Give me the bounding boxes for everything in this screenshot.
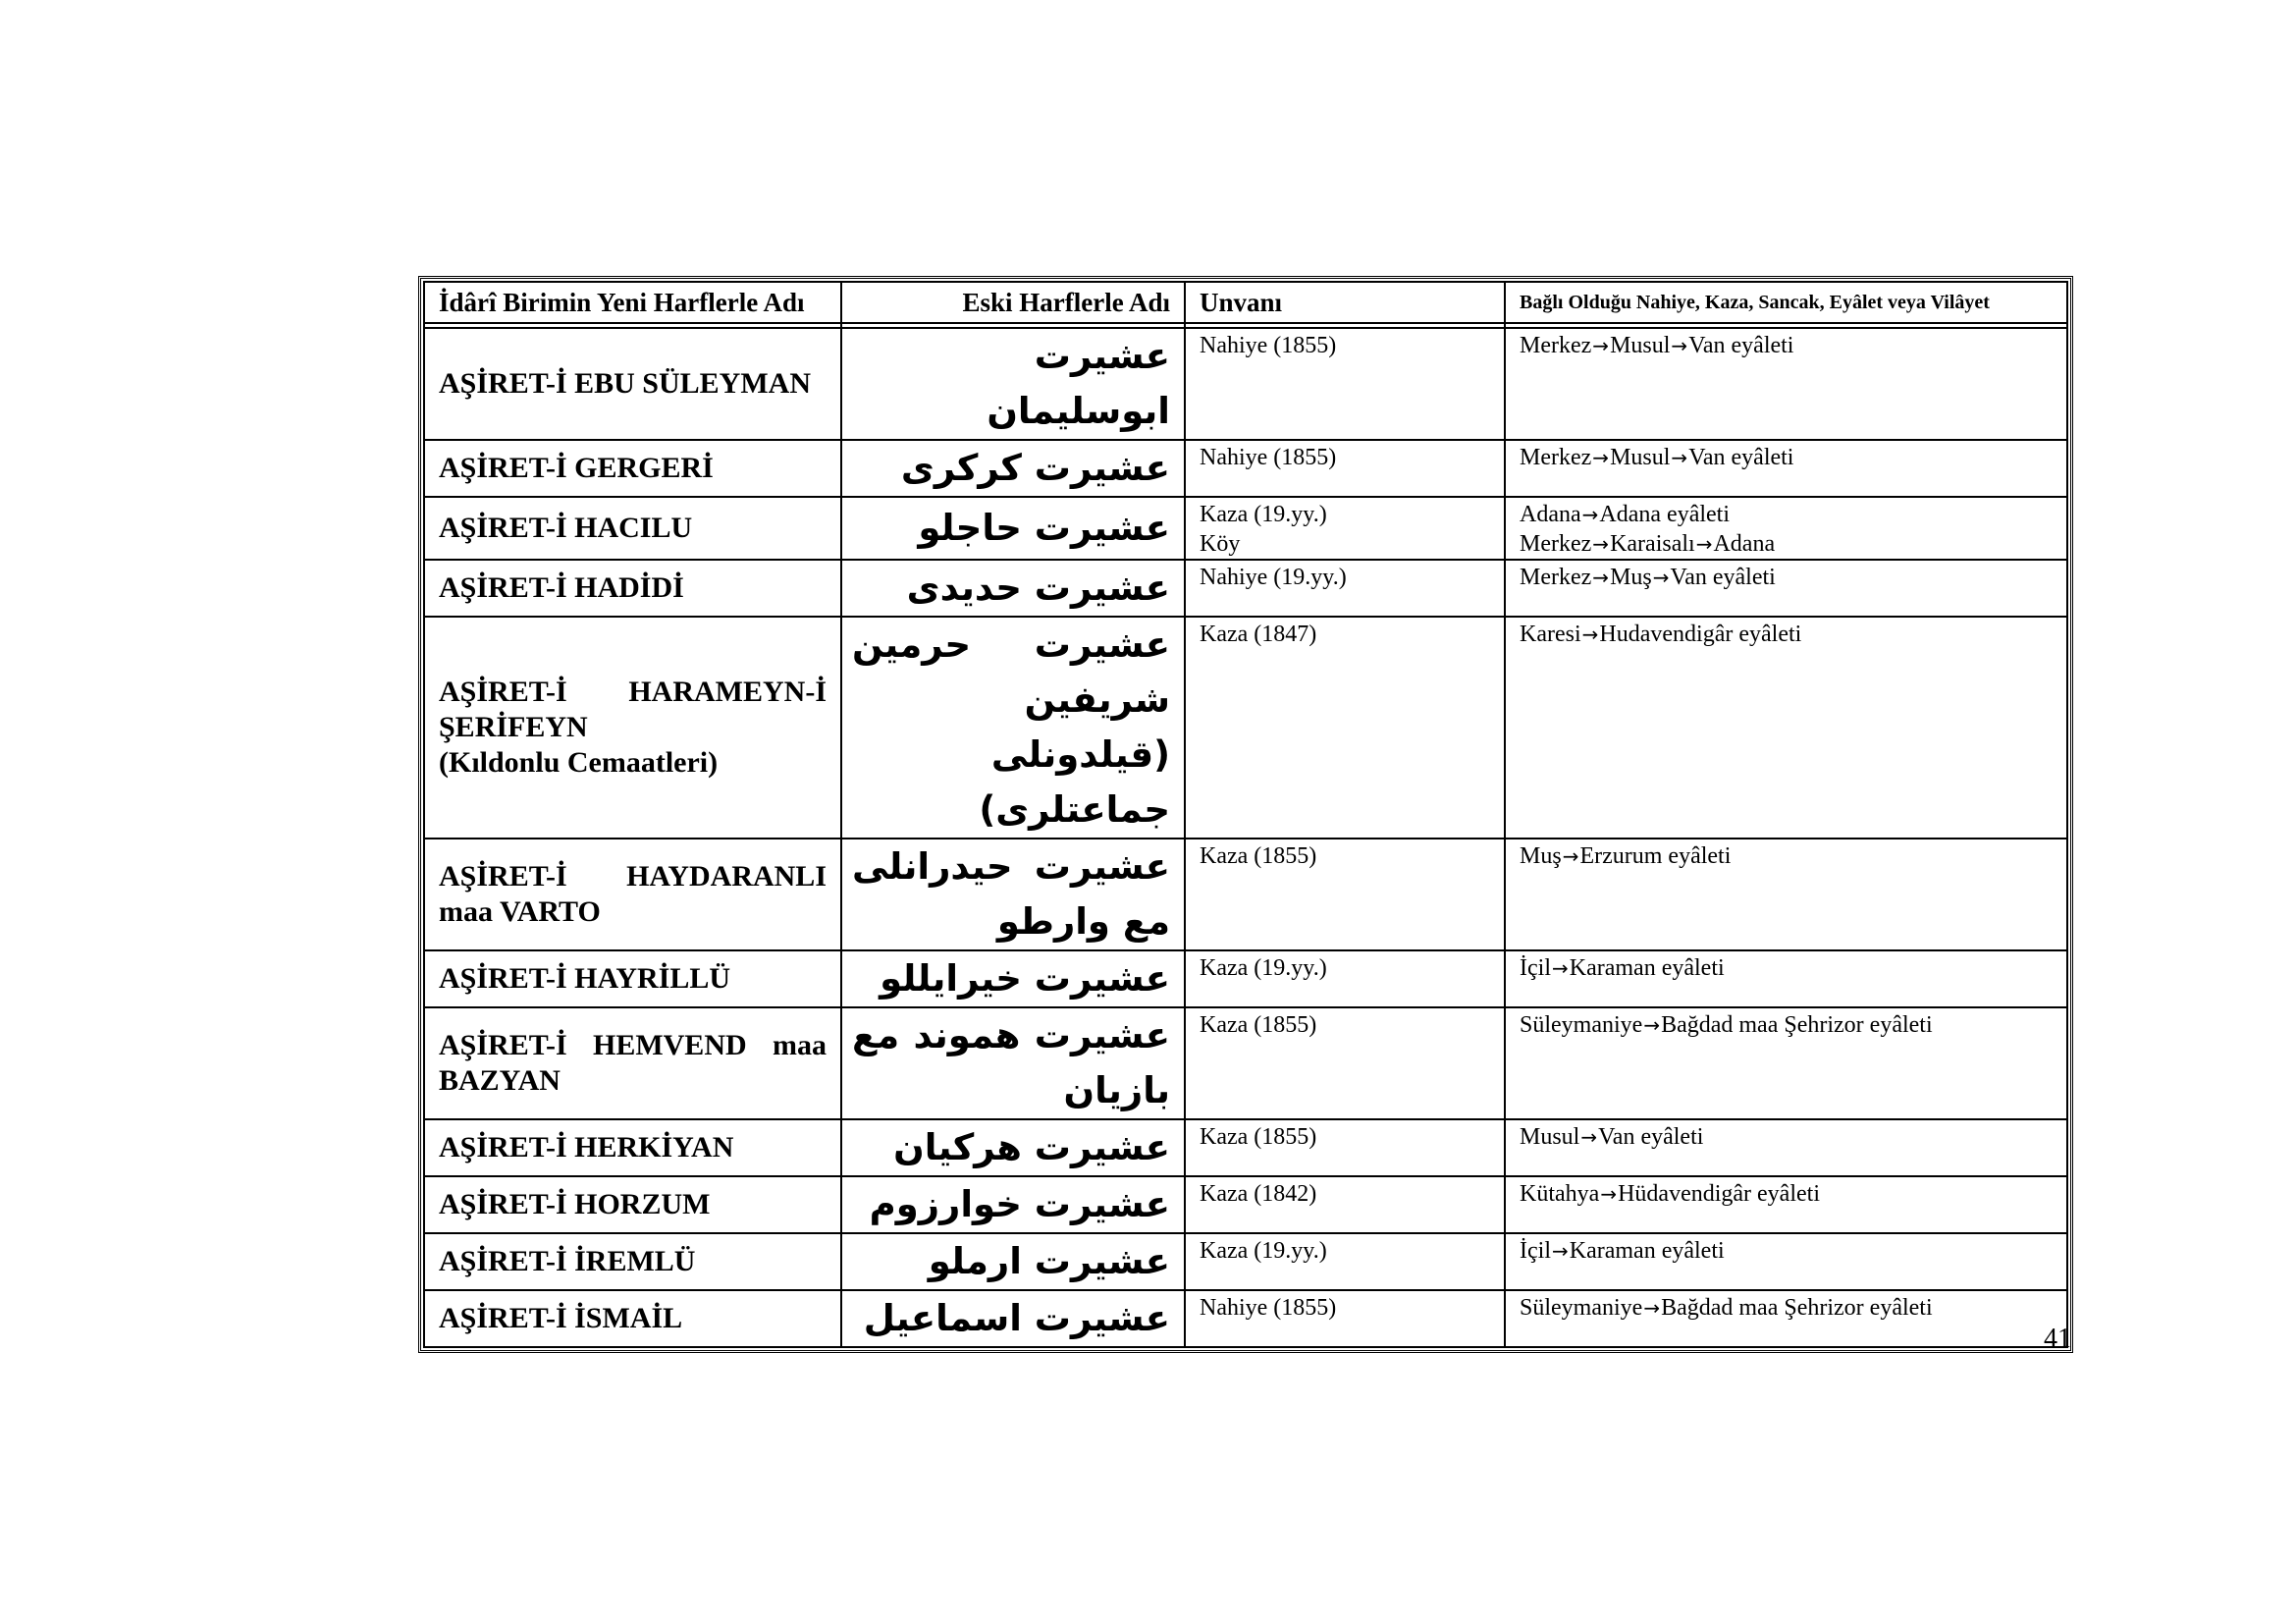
- title-cell: [1185, 440, 1505, 497]
- right-arrow-icon: →: [1592, 334, 1610, 357]
- table-row: [424, 950, 2067, 1007]
- header-title: Unvanı: [1185, 282, 1505, 323]
- affiliation-unit: Bağdad maa Şehrizor eyâleti: [1661, 1012, 1933, 1038]
- title-text: Nahiye (1855): [1200, 333, 1337, 358]
- affiliation-chain: [1520, 529, 2053, 559]
- affiliation-chain: [1520, 1122, 2053, 1152]
- unit-name-cell: [424, 1176, 841, 1233]
- unit-name-text: AŞİRET-İ HARAMEYN-İ ŞERİFEYN: [439, 676, 827, 743]
- affiliation-unit: Kütahya: [1520, 1181, 1600, 1207]
- affiliation-chain: [1520, 443, 2053, 472]
- unit-name-text: AŞİRET-İ HAYDARANLI maa VARTO: [439, 860, 827, 928]
- affiliation-unit: Van eyâleti: [1670, 565, 1776, 590]
- affiliation-chain: [1520, 620, 2053, 649]
- affiliation-unit: Hudavendigâr eyâleti: [1599, 622, 1802, 647]
- unit-name-text: AŞİRET-İ HAYRİLLÜ: [439, 962, 731, 995]
- affiliation-unit: Hüdavendigâr eyâleti: [1618, 1181, 1820, 1207]
- affiliation-unit: Merkez: [1520, 565, 1592, 590]
- affiliation-unit: Muş: [1610, 565, 1652, 590]
- unit-name-cell: [424, 839, 841, 950]
- affiliation-cell: [1505, 617, 2067, 839]
- table-row: [424, 617, 2067, 839]
- unit-name-text: AŞİRET-İ HORZUM: [439, 1188, 711, 1220]
- unit-name-cell: [424, 328, 841, 440]
- affiliation-unit: Merkez: [1520, 333, 1592, 358]
- right-arrow-icon: →: [1580, 1125, 1598, 1149]
- title-text: Köy: [1200, 531, 1241, 557]
- title-cell: [1185, 1233, 1505, 1290]
- title-cell: [1185, 328, 1505, 440]
- title-text: Kaza (19.yy.): [1200, 955, 1327, 981]
- header-new-letters-name: İdârî Birimin Yeni Harflerle Adı: [424, 282, 841, 323]
- title-cell: [1185, 497, 1505, 560]
- header-old-letters-name: Eski Harflerle Adı: [841, 282, 1185, 323]
- affiliation-unit: Merkez: [1520, 531, 1592, 557]
- affiliation-unit: Musul: [1610, 445, 1671, 470]
- affiliation-unit: Muş: [1520, 843, 1562, 869]
- header-affiliation: Bağlı Olduğu Nahiye, Kaza, Sancak, Eyâlet veya Vilâyet: [1505, 282, 2067, 323]
- affiliation-unit: İçil: [1520, 955, 1551, 981]
- right-arrow-icon: →: [1671, 334, 1688, 357]
- table-row: [424, 328, 2067, 440]
- title-text: Nahiye (1855): [1200, 1295, 1337, 1321]
- table-row: [424, 1119, 2067, 1176]
- unit-name-cell: [424, 1119, 841, 1176]
- affiliation-cell: [1505, 1007, 2067, 1119]
- right-arrow-icon: →: [1652, 566, 1670, 589]
- affiliation-chain: [1520, 1010, 2053, 1040]
- right-arrow-icon: →: [1551, 1239, 1569, 1263]
- affiliation-unit: Süleymaniye: [1520, 1012, 1643, 1038]
- title-text: Kaza (19.yy.): [1200, 502, 1327, 527]
- right-arrow-icon: →: [1551, 956, 1569, 980]
- affiliation-cell: [1505, 328, 2067, 440]
- old-script-name-cell: عشيرت كركرى: [841, 440, 1185, 497]
- right-arrow-icon: →: [1581, 503, 1599, 526]
- affiliation-chain: [1520, 331, 2053, 360]
- unit-name-cell: [424, 1233, 841, 1290]
- right-arrow-icon: →: [1643, 1296, 1661, 1320]
- title-cell: [1185, 1007, 1505, 1119]
- unit-name-cell: [424, 1290, 841, 1347]
- title-cell: [1185, 1290, 1505, 1347]
- affiliation-chain: [1520, 841, 2053, 871]
- right-arrow-icon: →: [1671, 446, 1688, 469]
- unit-name-cell: [424, 1007, 841, 1119]
- old-script-name-cell: عشيرت حاجلو: [841, 497, 1185, 560]
- old-script-name-cell: عشيرت ارملو: [841, 1233, 1185, 1290]
- table-row: [424, 839, 2067, 950]
- table-row: [424, 497, 2067, 560]
- affiliation-chain: [1520, 953, 2053, 983]
- affiliation-unit: Adana: [1713, 531, 1776, 557]
- affiliation-cell: [1505, 1176, 2067, 1233]
- affiliation-cell: [1505, 560, 2067, 617]
- unit-name-text: AŞİRET-İ GERGERİ: [439, 452, 714, 484]
- table-row: [424, 1176, 2067, 1233]
- unit-name-cell: [424, 440, 841, 497]
- unit-name-text: AŞİRET-İ İSMAİL: [439, 1302, 683, 1334]
- unit-name-text: AŞİRET-İ HERKİYAN: [439, 1131, 734, 1164]
- unit-name-cell: [424, 950, 841, 1007]
- affiliation-unit: Adana: [1520, 502, 1581, 527]
- affiliation-chain: [1520, 563, 2053, 592]
- affiliation-unit: Adana eyâleti: [1599, 502, 1731, 527]
- affiliation-cell: [1505, 1290, 2067, 1347]
- title-cell: [1185, 617, 1505, 839]
- right-arrow-icon: →: [1695, 532, 1713, 556]
- title-cell: [1185, 1119, 1505, 1176]
- title-text: Nahiye (1855): [1200, 445, 1337, 470]
- affiliation-unit: Musul: [1520, 1124, 1580, 1150]
- page-number: 41: [2044, 1324, 2071, 1354]
- title-cell: [1185, 1176, 1505, 1233]
- title-cell: [1185, 560, 1505, 617]
- affiliation-cell: [1505, 950, 2067, 1007]
- affiliation-unit: Karesi: [1520, 622, 1581, 647]
- affiliation-unit: Karaman eyâleti: [1569, 955, 1725, 981]
- right-arrow-icon: →: [1600, 1182, 1618, 1206]
- affiliation-cell: [1505, 1119, 2067, 1176]
- right-arrow-icon: →: [1592, 446, 1610, 469]
- title-text: Kaza (1842): [1200, 1181, 1317, 1207]
- old-script-name-cell: عشيرت خيرايللو: [841, 950, 1185, 1007]
- affiliation-unit: Karaisalı: [1610, 531, 1695, 557]
- old-script-name-cell: عشيرت حيدرانلى مع وارطو: [841, 839, 1185, 950]
- administrative-units-table: [418, 276, 2073, 1353]
- affiliation-chain: [1520, 1293, 2053, 1323]
- title-text: Kaza (1855): [1200, 1124, 1317, 1150]
- unit-name-text: (Kıldonlu Cemaatleri): [439, 746, 719, 779]
- affiliation-unit: Van eyâleti: [1688, 333, 1794, 358]
- affiliation-unit: İçil: [1520, 1238, 1551, 1264]
- affiliation-cell: [1505, 1233, 2067, 1290]
- title-text: Kaza (19.yy.): [1200, 1238, 1327, 1264]
- right-arrow-icon: →: [1562, 844, 1579, 868]
- table-row: [424, 1007, 2067, 1119]
- title-cell: [1185, 839, 1505, 950]
- unit-name-cell: [424, 617, 841, 839]
- table-row: [424, 1290, 2067, 1347]
- affiliation-cell: [1505, 497, 2067, 560]
- title-text: Nahiye (19.yy.): [1200, 565, 1347, 590]
- affiliation-unit: Musul: [1610, 333, 1671, 358]
- old-script-name-cell: عشيرت هركيان: [841, 1119, 1185, 1176]
- affiliation-cell: [1505, 839, 2067, 950]
- affiliation-chain: [1520, 500, 2053, 529]
- unit-name-cell: [424, 560, 841, 617]
- unit-name-text: AŞİRET-İ HADİDİ: [439, 571, 684, 604]
- affiliation-unit: Van eyâleti: [1598, 1124, 1704, 1150]
- title-text: Kaza (1855): [1200, 843, 1317, 869]
- old-script-name-cell: عشيرت هموند مع بازيان: [841, 1007, 1185, 1119]
- old-script-name-cell: عشيرت ابوسليمان: [841, 328, 1185, 440]
- affiliation-unit: Merkez: [1520, 445, 1592, 470]
- table-row: [424, 560, 2067, 617]
- table-row: [424, 1233, 2067, 1290]
- affiliation-chain: [1520, 1236, 2053, 1266]
- affiliation-unit: Bağdad maa Şehrizor eyâleti: [1661, 1295, 1933, 1321]
- affiliation-cell: [1505, 440, 2067, 497]
- right-arrow-icon: →: [1592, 532, 1610, 556]
- right-arrow-icon: →: [1581, 623, 1599, 646]
- affiliation-unit: Van eyâleti: [1688, 445, 1794, 470]
- title-text: Kaza (1855): [1200, 1012, 1317, 1038]
- unit-name-text: AŞİRET-İ HEMVEND maa BAZYAN: [439, 1029, 827, 1097]
- right-arrow-icon: →: [1643, 1013, 1661, 1037]
- unit-name-cell: [424, 497, 841, 560]
- old-script-name-cell: عشيرت حديدى: [841, 560, 1185, 617]
- old-script-name-cell: عشيرت خوارزوم: [841, 1176, 1185, 1233]
- old-script-name-cell: عشيرت اسماعيل: [841, 1290, 1185, 1347]
- table-row: [424, 440, 2067, 497]
- affiliation-unit: Süleymaniye: [1520, 1295, 1643, 1321]
- unit-name-text: AŞİRET-İ İREMLÜ: [439, 1245, 696, 1277]
- unit-name-text: AŞİRET-İ HACILU: [439, 512, 693, 544]
- unit-name-text: AŞİRET-İ EBU SÜLEYMAN: [439, 367, 811, 400]
- title-cell: [1185, 950, 1505, 1007]
- right-arrow-icon: →: [1592, 566, 1610, 589]
- title-text: Kaza (1847): [1200, 622, 1317, 647]
- old-script-name-cell: عشيرت حرمين شريفين (قيلدونلى جماعتلرى): [841, 617, 1185, 839]
- affiliation-unit: Erzurum eyâleti: [1579, 843, 1732, 869]
- affiliation-chain: [1520, 1179, 2053, 1209]
- affiliation-unit: Karaman eyâleti: [1569, 1238, 1725, 1264]
- table-header-row: [424, 282, 2067, 323]
